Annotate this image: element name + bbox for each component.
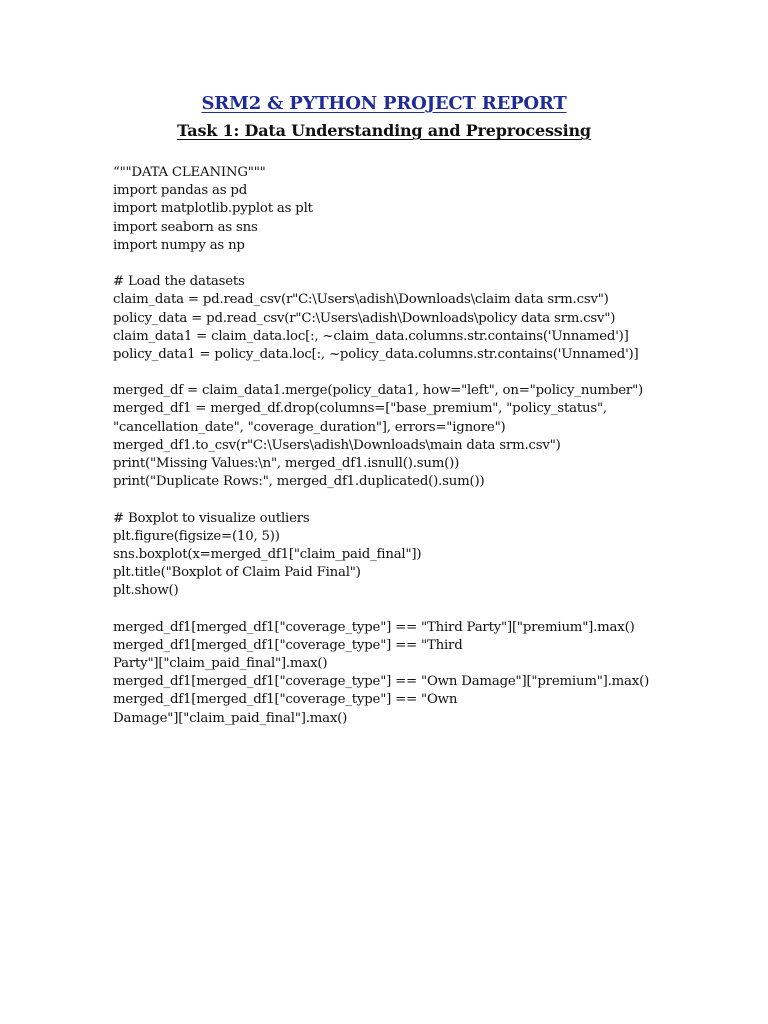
code-line: Party"]["claim_paid_final"].max() xyxy=(113,656,328,672)
code-line xyxy=(113,255,733,273)
code-line: Damage"]["claim_paid_final"].max() xyxy=(113,710,348,726)
report-title: SRM2 & PYTHON PROJECT REPORT xyxy=(201,93,567,114)
code-line: import numpy as np xyxy=(113,237,245,253)
code-line: merged_df1[merged_df1["coverage_type"] == "Third xyxy=(113,637,463,653)
code-line: plt.figure(figsize=(10, 5)) xyxy=(113,528,280,544)
code-line: claim_data = pd.read_csv(r"C:\Users\adish\Downloads\claim data srm.csv") xyxy=(113,292,609,308)
code-line: policy_data1 = policy_data.loc[:, ~policy_data.columns.str.contains('Unnamed')] xyxy=(113,346,639,362)
code-line: "cancellation_date", "coverage_duration"], errors="ignore") xyxy=(113,419,506,435)
code-line: merged_df1[merged_df1["coverage_type"] == "Third Party"]["premium"].max() xyxy=(113,619,635,635)
code-line: print("Duplicate Rows:", merged_df1.duplicated().sum()) xyxy=(113,474,485,490)
code-line: print("Missing Values:\n", merged_df1.isnull().sum()) xyxy=(113,456,460,471)
code-line: merged_df1[merged_df1["coverage_type"] == "Own xyxy=(113,692,458,708)
code-line: claim_data1 = claim_data.loc[:, ~claim_data.columns.str.contains('Unnamed')] xyxy=(113,328,629,344)
code-line: plt.show() xyxy=(113,583,179,599)
code-line xyxy=(113,601,733,619)
code-line: import matplotlib.pyplot as plt xyxy=(113,201,313,217)
code-line: merged_df = claim_data1.merge(policy_data1, how="left", on="policy_number") xyxy=(113,383,643,399)
code-block xyxy=(113,164,733,728)
code-line: import pandas as pd xyxy=(113,183,247,199)
code-line: import seaborn as sns xyxy=(113,219,258,235)
code-line: policy_data = pd.read_csv(r"C:\Users\adish\Downloads\policy data srm.csv") xyxy=(113,310,616,326)
code-line: “""DATA CLEANING""" xyxy=(113,165,266,180)
code-line: # Boxplot to visualize outliers xyxy=(113,510,310,526)
code-line: plt.title("Boxplot of Claim Paid Final") xyxy=(113,565,361,581)
code-line: sns.boxplot(x=merged_df1["claim_paid_final"]) xyxy=(113,546,422,562)
code-line: merged_df1[merged_df1["coverage_type"] == "Own Damage"]["premium"].max() xyxy=(113,674,650,690)
code-line xyxy=(113,364,733,382)
task-heading: Task 1: Data Understanding and Preprocessing xyxy=(177,121,591,140)
code-line xyxy=(113,491,733,509)
code-line: # Load the datasets xyxy=(113,274,245,290)
code-line: merged_df1.to_csv(r"C:\Users\adish\Downloads\main data srm.csv") xyxy=(113,437,561,453)
code-line: merged_df1 = merged_df.drop(columns=["base_premium", "policy_status", xyxy=(113,401,607,417)
